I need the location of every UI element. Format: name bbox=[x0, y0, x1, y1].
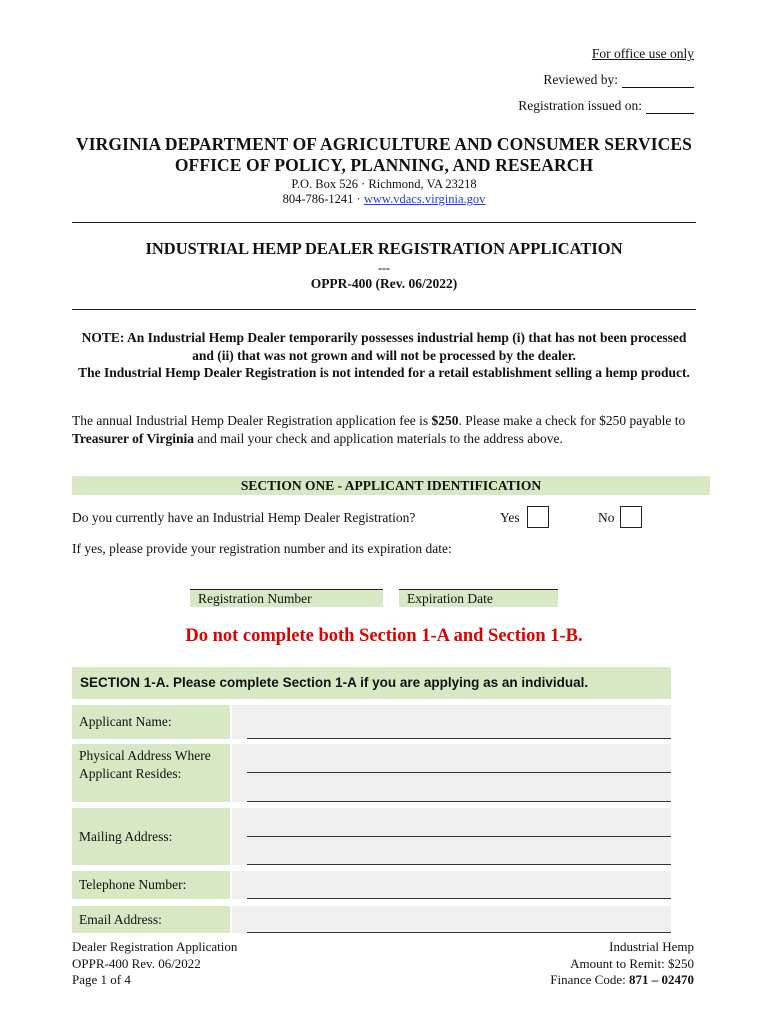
reviewed-by-line[interactable] bbox=[622, 87, 694, 88]
mailing-address-input[interactable] bbox=[232, 808, 671, 865]
section-1a-header: SECTION 1-A. Please complete Section 1-A if you are applying as an individual. bbox=[72, 667, 671, 699]
registration-number-field[interactable]: Registration Number bbox=[190, 589, 383, 607]
mailing-address-line-2 bbox=[247, 864, 671, 865]
email-label: Email Address: bbox=[72, 906, 230, 933]
header-divider bbox=[72, 222, 696, 223]
note-retail: The Industrial Hemp Dealer Registration is not intended for a retail establishment selling a hemp product. bbox=[78, 365, 690, 380]
reviewed-by-label: Reviewed by: bbox=[543, 72, 618, 87]
title-divider bbox=[72, 309, 696, 310]
telephone-line bbox=[247, 898, 671, 899]
note-definition: NOTE: An Industrial Hemp Dealer temporarily possesses industrial hemp (i) that has not been processed and (ii) that was not grown and will not be processed by the dealer. bbox=[81, 330, 687, 363]
office-use-title: For office use only bbox=[591, 46, 694, 61]
applicant-name-label: Applicant Name: bbox=[72, 705, 230, 739]
physical-address-input[interactable] bbox=[232, 744, 671, 802]
mailing-address-line-1 bbox=[247, 836, 671, 837]
existing-registration-question: Do you currently have an Industrial Hemp Dealer Registration? bbox=[72, 510, 416, 525]
agency-name: VIRGINIA DEPARTMENT OF AGRICULTURE AND CONSUMER SERVICES bbox=[76, 134, 692, 154]
agency-address: P.O. Box 526 · Richmond, VA 23218 bbox=[291, 177, 477, 191]
agency-phone: 804-786-1241 · bbox=[282, 192, 364, 206]
telephone-label: Telephone Number: bbox=[72, 871, 230, 899]
fee-paragraph bbox=[72, 412, 696, 447]
footer-right bbox=[550, 939, 694, 989]
registration-followup-text: If yes, please provide your registration number and its expiration date: bbox=[72, 541, 452, 556]
mailing-address-label: Mailing Address: bbox=[72, 808, 230, 865]
dealer-note bbox=[72, 329, 696, 382]
fee-amount: $250 bbox=[431, 413, 459, 428]
form-title: INDUSTRIAL HEMP DEALER REGISTRATION APPLICATION bbox=[145, 239, 623, 258]
fee-text-3: and mail your check and application materials to the address above. bbox=[194, 430, 563, 446]
footer-doc-name: Dealer Registration Application bbox=[72, 939, 238, 954]
applicant-name-line bbox=[247, 738, 671, 739]
no-checkbox[interactable] bbox=[620, 506, 642, 528]
office-name: OFFICE OF POLICY, PLANNING, AND RESEARCH bbox=[174, 155, 594, 175]
footer-left bbox=[72, 939, 237, 989]
form-number: OPPR-400 (Rev. 06/2022) bbox=[310, 276, 458, 291]
fee-text-2: . Please make a check for $250 payable to bbox=[458, 413, 686, 428]
footer-finance-code bbox=[550, 972, 694, 989]
physical-address-line-1 bbox=[247, 772, 671, 773]
reviewed-by-field bbox=[543, 72, 694, 88]
expiration-date-field[interactable]: Expiration Date bbox=[399, 589, 558, 607]
no-label: No bbox=[598, 510, 615, 525]
fee-payee: Treasurer of Virginia bbox=[72, 430, 194, 446]
physical-address-line-2 bbox=[247, 801, 671, 802]
footer-program: Industrial Hemp bbox=[609, 939, 694, 954]
applicant-name-input[interactable] bbox=[232, 705, 671, 739]
fee-text-1: The annual Industrial Hemp Dealer Registration application fee is bbox=[72, 413, 432, 428]
agency-website-link[interactable]: www.vdacs.virginia.gov bbox=[363, 192, 486, 206]
footer-amount: Amount to Remit: $250 bbox=[570, 955, 694, 971]
footer-form-rev: OPPR-400 Rev. 06/2022 bbox=[72, 955, 201, 971]
yes-checkbox[interactable] bbox=[527, 506, 549, 528]
physical-address-label: Physical Address Where Applicant Resides: bbox=[72, 744, 230, 802]
registration-issued-field bbox=[518, 98, 694, 114]
title-separator: --- bbox=[378, 261, 390, 275]
agency-contact bbox=[0, 192, 768, 207]
telephone-input[interactable] bbox=[232, 871, 671, 899]
footer-page-number: Page 1 of 4 bbox=[72, 972, 131, 987]
finance-code-value: 871 – 02470 bbox=[629, 972, 694, 987]
yes-label: Yes bbox=[500, 510, 520, 525]
email-input[interactable] bbox=[232, 906, 671, 933]
section-warning: Do not complete both Section 1-A and Section 1-B. bbox=[185, 626, 583, 646]
registration-issued-line[interactable] bbox=[646, 113, 694, 114]
finance-code-label: Finance Code: bbox=[550, 972, 629, 987]
section-one-header: SECTION ONE - APPLICANT IDENTIFICATION bbox=[72, 476, 710, 495]
registration-issued-label: Registration issued on: bbox=[518, 98, 642, 113]
email-line bbox=[247, 932, 671, 933]
